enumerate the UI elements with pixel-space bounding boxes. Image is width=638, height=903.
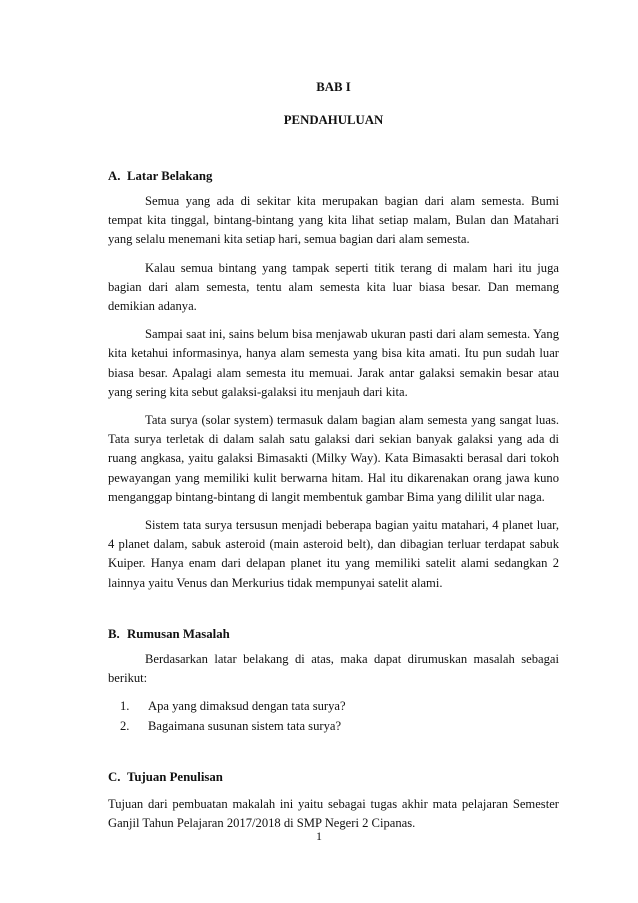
section-c-title: Tujuan Penulisan bbox=[127, 770, 223, 785]
section-c-paragraph: Tujuan dari pembuatan makalah ini yaitu sebagai tugas akhir mata pelajaran Semester Ganjil Tahun Pelajaran 2017/2018 di SMP Negeri 2 Cipanas. bbox=[108, 797, 559, 831]
list-item bbox=[108, 697, 559, 717]
section-c-letter: C. bbox=[108, 770, 121, 785]
list-item-number: 2. bbox=[120, 718, 130, 733]
list-item-text: Bagaimana susunan sistem tata surya? bbox=[148, 718, 342, 733]
list-item-text: Apa yang dimaksud dengan tata surya? bbox=[148, 699, 346, 714]
section-a-paragraph-2: Kalau semua bintang yang tampak seperti titik terang di malam hari itu juga bagian dari alam semesta, tentu alam semesta kita luar biasa besar. Dan memang demikian adanya. bbox=[108, 260, 559, 314]
section-a-letter: A. bbox=[108, 169, 121, 183]
section-a-paragraph-5: Sistem tata surya tersusun menjadi beberapa bagian yaitu matahari, 4 planet luar, 4 planet dalam, sabuk asteroid (main asteroid belt), dan dibagian terluar terdapat sabuk Kuiper. Hanya enam dari delapan planet itu yang memiliki satelit alami sedangkan 2 lainnya yaitu Venus dan Merkurius tidak mempunyai satelit alami. bbox=[108, 518, 559, 590]
section-b-letter: B. bbox=[108, 626, 120, 641]
list-item bbox=[108, 717, 559, 737]
chapter-title: PENDAHULUAN bbox=[283, 113, 384, 127]
problem-list bbox=[108, 697, 559, 736]
list-item-number: 1. bbox=[120, 699, 130, 714]
section-a-paragraph-4: Tata surya (solar system) termasuk dalam bagian alam semesta yang sangat luas. Tata surya terletak di dalam salah satu galaksi dari sekian banyak galaksi yang ada di ruang angkasa, yaitu galaksi Bimasakti (Milky Way). Kata Bimasakti berasal dari tokoh pewayangan yang memiliki kulit berwarna hitam. Hal itu dikarenakan orang jawa kuno menganggap bintang-bintang di langit membentuk gambar Bima yang dililit ular naga. bbox=[108, 413, 559, 504]
page-number: 1 bbox=[316, 829, 322, 843]
section-b-intro: Berdasarkan latar belakang di atas, maka dapat dirumuskan masalah sebagai berikut: bbox=[108, 651, 559, 686]
page-content bbox=[108, 78, 559, 834]
section-a-paragraph-1: Semua yang ada di sekitar kita merupakan bagian dari alam semesta. Bumi tempat kita tinggal, bintang-bintang yang kita lihat setiap malam, Bulan dan Matahari yang selalu menemani kita setiap hari, semua bagian dari alam semesta. bbox=[108, 194, 559, 247]
section-c-heading bbox=[108, 768, 559, 786]
chapter-label: BAB I bbox=[316, 80, 351, 94]
section-a-paragraph-3: Sampai saat ini, sains belum bisa menjawab ukuran pasti dari alam semesta. Yang kita ketahui informasinya, hanya alam semesta yang bisa kita amati. Itu pun sudah luar biasa besar. Apalagi alam semesta itu memuai. Jarak antar galaksi semakin besar atau yang sering kita sebut galaksi-galaksi itu menjauh dari kita. bbox=[108, 327, 559, 399]
section-b-heading bbox=[108, 625, 559, 643]
section-a-heading bbox=[108, 167, 559, 185]
section-b-title: Rumusan Masalah bbox=[127, 626, 230, 641]
section-a-title: Latar Belakang bbox=[127, 169, 213, 183]
